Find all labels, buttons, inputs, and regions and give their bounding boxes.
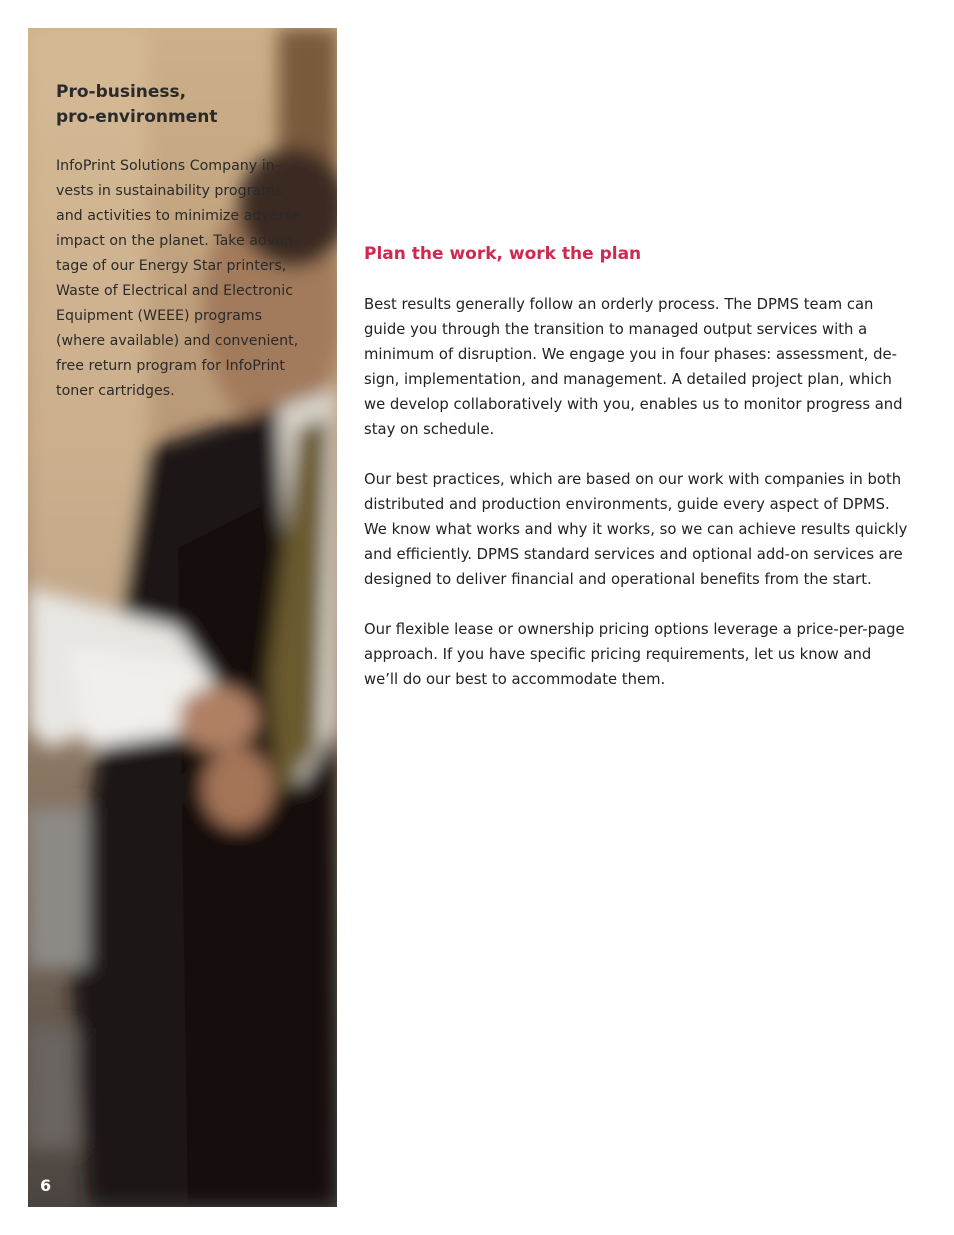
paragraph-line: we’ll do our best to accommodate them. bbox=[364, 671, 666, 688]
sidebar-body-line: and activities to minimize adverse bbox=[56, 208, 301, 224]
sidebar-title-line: Pro-business, bbox=[56, 82, 187, 102]
sidebar-body-line: (where available) and convenient, bbox=[56, 333, 299, 349]
sidebar-body-line: free return program for InfoPrint bbox=[56, 358, 285, 374]
paragraph-line: designed to deliver financial and operational benefits from the start. bbox=[364, 571, 872, 588]
main-content bbox=[364, 242, 914, 717]
paragraph bbox=[364, 467, 914, 592]
paragraph bbox=[364, 292, 914, 442]
paragraph-line: and efficiently. DPMS standard services and optional add-on services are bbox=[364, 546, 903, 563]
paragraph-line: Best results generally follow an orderly process. The DPMS team can bbox=[364, 296, 874, 313]
paragraph-line: distributed and production environments, guide every aspect of DPMS. bbox=[364, 496, 890, 513]
sidebar-body-line: vests in sustainability programs bbox=[56, 183, 283, 199]
paragraph-line: minimum of disruption. We engage you in four phases: assessment, de- bbox=[364, 346, 897, 363]
sidebar-title bbox=[56, 80, 308, 130]
sidebar-body-line: InfoPrint Solutions Company in- bbox=[56, 158, 280, 174]
page-number: 6 bbox=[40, 1176, 52, 1195]
paragraph-line: stay on schedule. bbox=[364, 421, 495, 438]
sidebar-body-line: toner cartridges. bbox=[56, 383, 175, 399]
sidebar-body-line: impact on the planet. Take advan- bbox=[56, 233, 299, 249]
sidebar-body-line: tage of our Energy Star printers, bbox=[56, 258, 287, 274]
paragraph-line: approach. If you have specific pricing requirements, let us know and bbox=[364, 646, 872, 663]
sidebar-body-line: Equipment (WEEE) programs bbox=[56, 308, 262, 324]
paragraph-line: sign, implementation, and management. A detailed project plan, which bbox=[364, 371, 892, 388]
section-heading: Plan the work, work the plan bbox=[364, 244, 642, 264]
paragraph-line: we develop collaboratively with you, enables us to monitor progress and bbox=[364, 396, 903, 413]
paragraph-line: Our flexible lease or ownership pricing options leverage a price-per-page bbox=[364, 621, 905, 638]
paragraph bbox=[364, 617, 914, 692]
sidebar-callout bbox=[56, 80, 308, 404]
sidebar-title-line: pro-environment bbox=[56, 107, 218, 127]
paragraph-line: guide you through the transition to managed output services with a bbox=[364, 321, 868, 338]
sidebar-body-line: Waste of Electrical and Electronic bbox=[56, 283, 294, 299]
paragraph-line: We know what works and why it works, so we can achieve results quickly bbox=[364, 521, 908, 538]
sidebar-body bbox=[56, 154, 308, 404]
paragraph-line: Our best practices, which are based on our work with companies in both bbox=[364, 471, 902, 488]
